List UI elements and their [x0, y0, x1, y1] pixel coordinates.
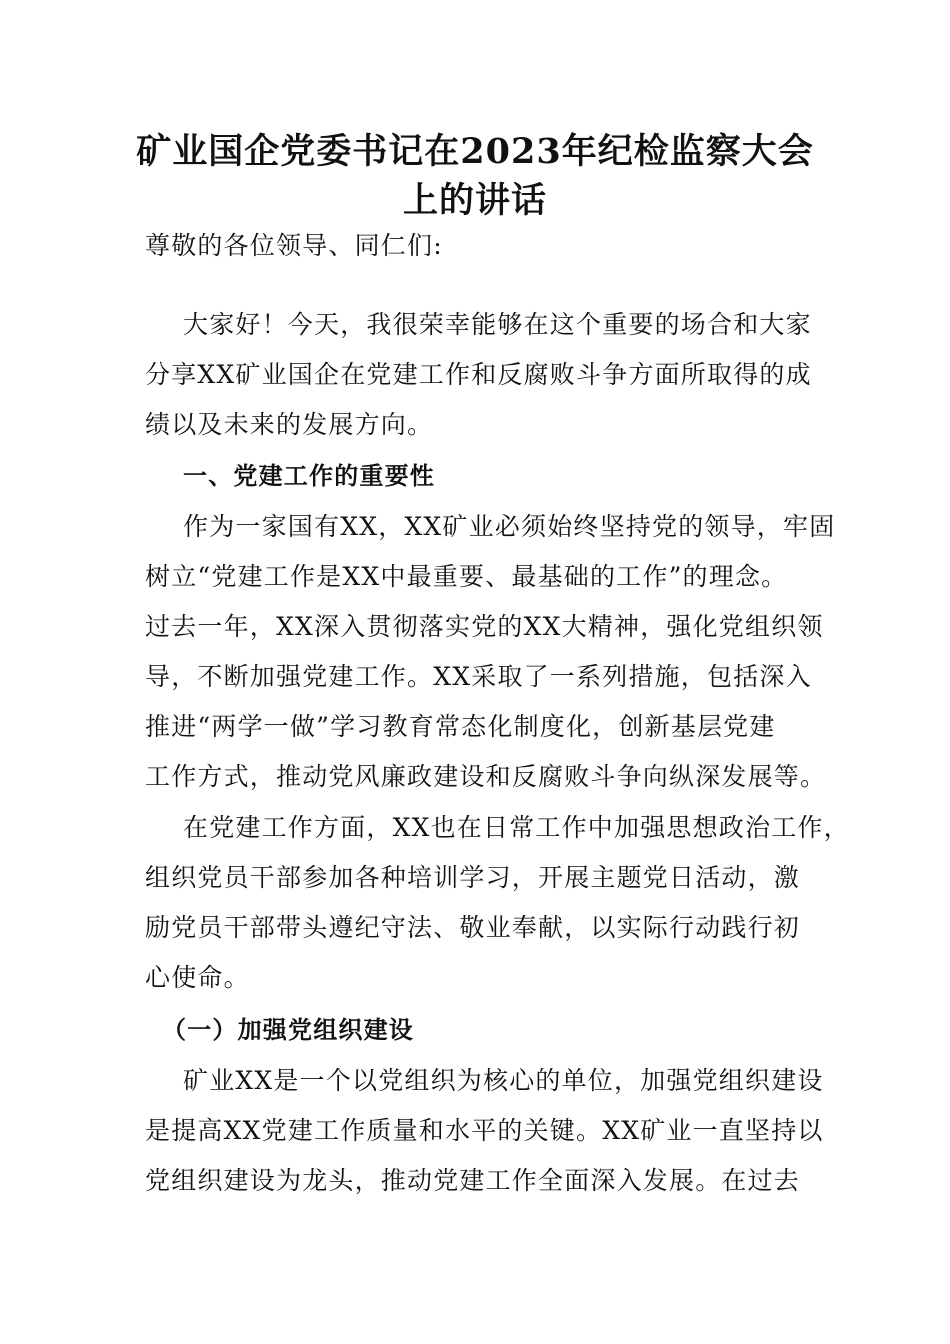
subsection-heading-1: （一）加强党组织建设: [162, 1016, 414, 1044]
paragraph-line: 过去一年，XX深入贯彻落实党的XX大精神，强化党组织领: [145, 612, 824, 641]
salutation: 尊敬的各位领导、同仁们:: [145, 231, 443, 260]
paragraph-line: 组织党员干部参加各种培训学习，开展主题党日活动，激: [145, 863, 801, 892]
paragraph-line: 作为一家国有XX，XX矿业必须始终坚持党的领导，牢固: [183, 512, 836, 541]
paragraph-line: 是提高XX党建工作质量和水平的关键。XX矿业一直坚持以: [145, 1116, 824, 1145]
intro-line-2: 分享XX矿业国企在党建工作和反腐败斗争方面所取得的成: [145, 360, 812, 389]
paragraph-line: 党组织建设为龙头，推动党建工作全面深入发展。在过去: [145, 1166, 801, 1195]
document-title-line-1: 矿业国企党委书记在2023年纪检监察大会: [136, 131, 814, 172]
paragraph-line: 工作方式，推动党风廉政建设和反腐败斗争向纵深发展等。: [145, 762, 827, 791]
document-title-line-2: 上的讲话: [402, 180, 547, 221]
section-heading-1: 一、党建工作的重要性: [183, 462, 435, 490]
paragraph-line: 励党员干部带头遵纪守法、敬业奉献，以实际行动践行初: [145, 913, 801, 942]
paragraph-line: 心使命。: [145, 963, 250, 992]
paragraph-line: 在党建工作方面，XX也在日常工作中加强思想政治工作，: [183, 813, 850, 842]
paragraph-line: 推进“两学一做”学习教育常态化制度化，创新基层党建: [145, 712, 776, 741]
paragraph-line: 矿业XX是一个以党组织为核心的单位，加强党组织建设: [183, 1066, 824, 1095]
intro-line-1: 大家好！今天，我很荣幸能够在这个重要的场合和大家: [183, 310, 812, 339]
paragraph-line: 树立“党建工作是XX中最重要、最基础的工作”的理念。: [145, 562, 788, 591]
intro-line-3: 绩以及未来的发展方向。: [145, 410, 434, 439]
paragraph-line: 导，不断加强党建工作。XX采取了一系列措施，包括深入: [145, 662, 812, 691]
